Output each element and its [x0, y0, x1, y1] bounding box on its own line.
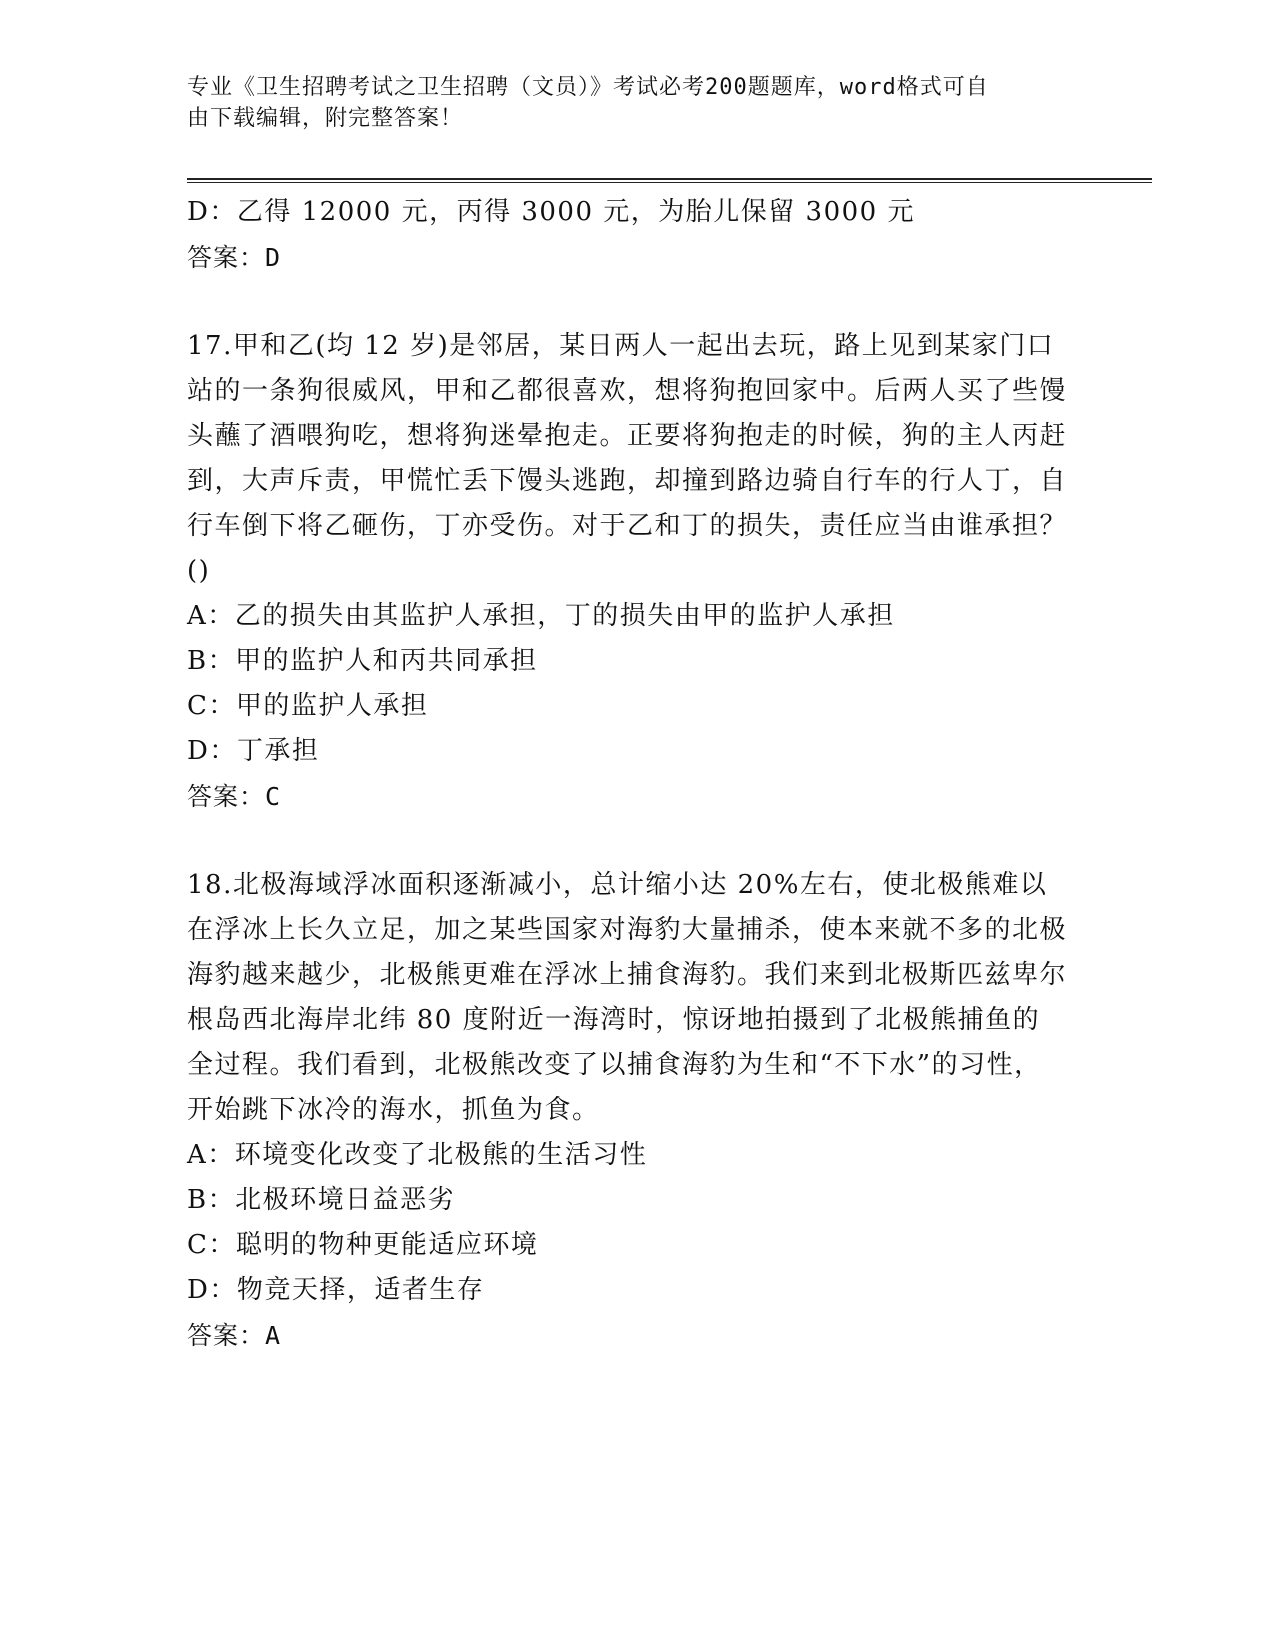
previous-question-tail	[187, 190, 1077, 280]
option-b: B：甲的监护人和丙共同承担	[187, 646, 538, 676]
option-a: A：乙的损失由其监护人承担，丁的损失由甲的监护人承担	[187, 601, 895, 631]
answer-line: 答案：D	[187, 243, 282, 272]
header-title-line-2: 由下载编辑，附完整答案！	[187, 106, 464, 131]
document-body	[187, 190, 1077, 1358]
option-a: A：环境变化改变了北极熊的生活习性	[187, 1140, 648, 1170]
question-17	[187, 324, 1077, 819]
header-divider-thick	[187, 178, 1152, 180]
option-c: C：甲的监护人承担	[187, 691, 429, 721]
option-d: D：乙得 12000 元，丙得 3000 元，为胎儿保留 3000 元	[187, 197, 915, 227]
answer-line: 答案：A	[187, 1321, 282, 1350]
question-stem: 17.甲和乙(均 12 岁)是邻居，某日两人一起出去玩，路上见到某家门口站的一条狗很威风，甲和乙都很喜欢，想将狗抱回家中。后两人买了些馒头蘸了酒喂狗吃，想将狗迷晕抱走。正要将狗抱走的时候，狗的主人丙赶到，大声斥责，甲慌忙丢下馒头逃跑，却撞到路边骑自行车的行人丁，自行车倒下将乙砸伤，丁亦受伤。对于乙和丁的损失，责任应当由谁承担？()	[187, 331, 1068, 586]
document-header	[187, 72, 1067, 134]
option-d: D：丁承担	[187, 736, 320, 766]
header-title-line-1: 专业《卫生招聘考试之卫生招聘（文员）》考试必考200题题库，word格式可自	[187, 75, 989, 100]
option-d: D：物竞天择，适者生存	[187, 1275, 485, 1305]
answer-line: 答案：C	[187, 782, 282, 811]
question-gap	[187, 819, 1077, 863]
question-18	[187, 863, 1077, 1358]
question-stem: 18.北极海域浮冰面积逐渐减小，总计缩小达 20%左右，使北极熊难以在浮冰上长久立足，加之某些国家对海豹大量捕杀，使本来就不多的北极海豹越来越少，北极熊更难在浮冰上捕食海豹。我们来到北极斯匹兹卑尔根岛西北海岸北纬 80 度附近一海湾时，惊讶地拍摄到了北极熊捕鱼的全过程。我们看到，北极熊改变了以捕食海豹为生和“不下水”的习性，开始跳下冰冷的海水，抓鱼为食。	[187, 870, 1068, 1125]
question-gap	[187, 280, 1077, 324]
option-c: C：聪明的物种更能适应环境	[187, 1230, 539, 1260]
option-b: B：北极环境日益恶劣	[187, 1185, 456, 1215]
header-divider-thin	[187, 182, 1152, 183]
